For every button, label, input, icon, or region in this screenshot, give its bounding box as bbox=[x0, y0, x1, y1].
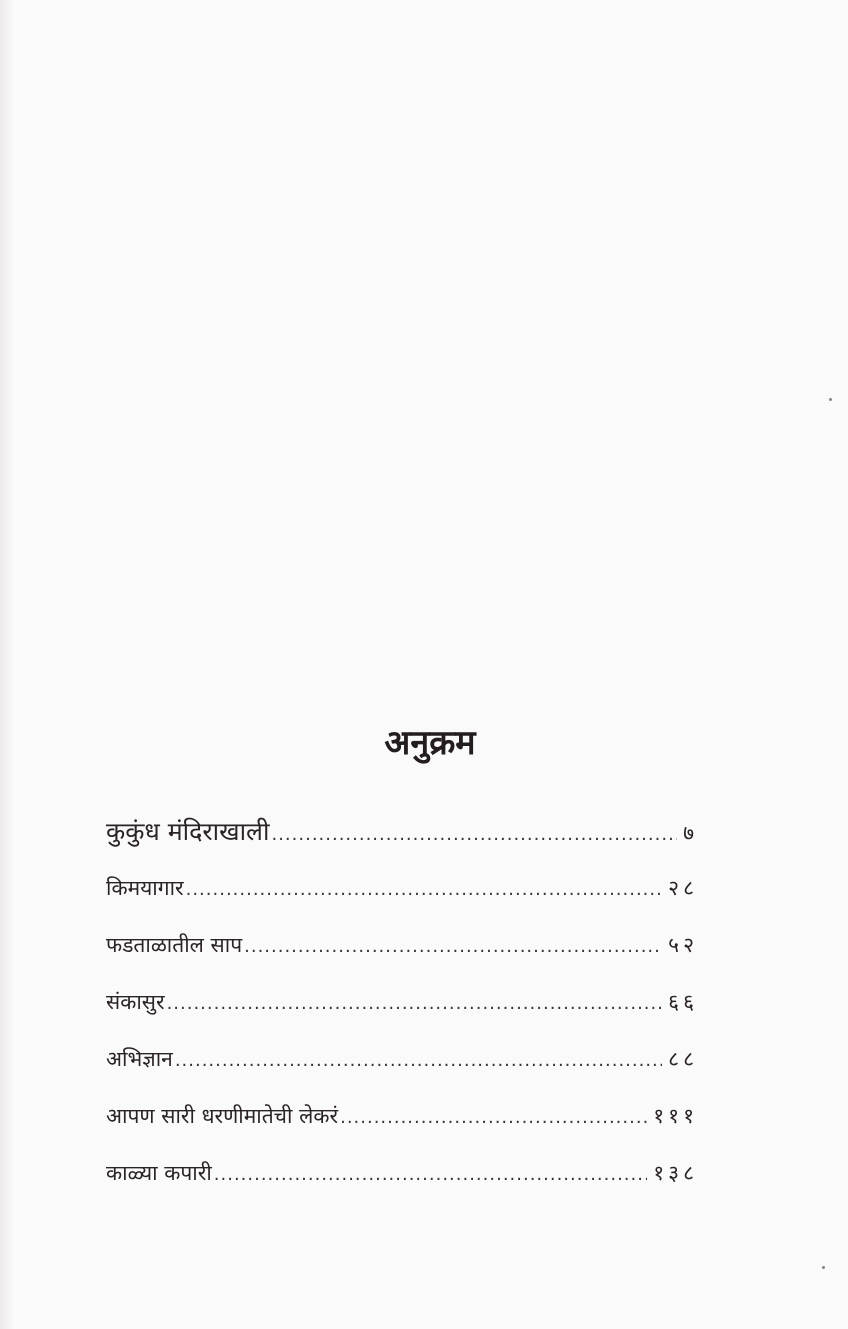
toc-entry-page: ८८ bbox=[668, 1047, 698, 1071]
toc-entry-title: काळ्या कपारी bbox=[106, 1161, 212, 1185]
toc-entry bbox=[106, 988, 698, 1045]
toc-entry-page: ५२ bbox=[668, 933, 698, 957]
toc-entry bbox=[106, 874, 698, 931]
toc-entry-title: आपण सारी धरणीमातेची लेकरं bbox=[106, 1104, 339, 1128]
toc-entry-page: १३८ bbox=[653, 1161, 698, 1185]
paper-speck bbox=[822, 1266, 825, 1269]
toc-entry bbox=[106, 1159, 698, 1216]
toc-entry bbox=[106, 1102, 698, 1159]
toc-entry-page: १११ bbox=[653, 1104, 698, 1128]
toc-entry bbox=[106, 1045, 698, 1102]
paper-speck bbox=[829, 398, 832, 401]
dot-leader bbox=[340, 1107, 647, 1128]
dot-leader bbox=[175, 1050, 662, 1071]
toc-entry bbox=[106, 931, 698, 988]
page-title: अनुक्रम bbox=[384, 723, 476, 763]
toc-entry-title: फडताळातील साप bbox=[106, 933, 243, 957]
dot-leader bbox=[214, 1164, 647, 1185]
dot-leader bbox=[244, 936, 662, 957]
dot-leader bbox=[186, 879, 663, 900]
toc-entry-page: २८ bbox=[668, 876, 698, 900]
table-of-contents bbox=[106, 814, 698, 1216]
toc-entry-title: संकासुर bbox=[106, 990, 165, 1014]
page-edge-shadow bbox=[0, 0, 14, 1329]
toc-entry-title: अभिज्ञान bbox=[106, 1047, 173, 1071]
toc-entry bbox=[106, 814, 698, 874]
dot-leader bbox=[271, 824, 677, 845]
toc-entry-page: ६६ bbox=[668, 990, 698, 1014]
toc-entry-page: ७ bbox=[683, 821, 698, 845]
dot-leader bbox=[167, 993, 663, 1014]
toc-entry-title: किमयागार bbox=[106, 876, 184, 900]
toc-entry-title: कुकुंध मंदिराखाली bbox=[106, 817, 270, 846]
